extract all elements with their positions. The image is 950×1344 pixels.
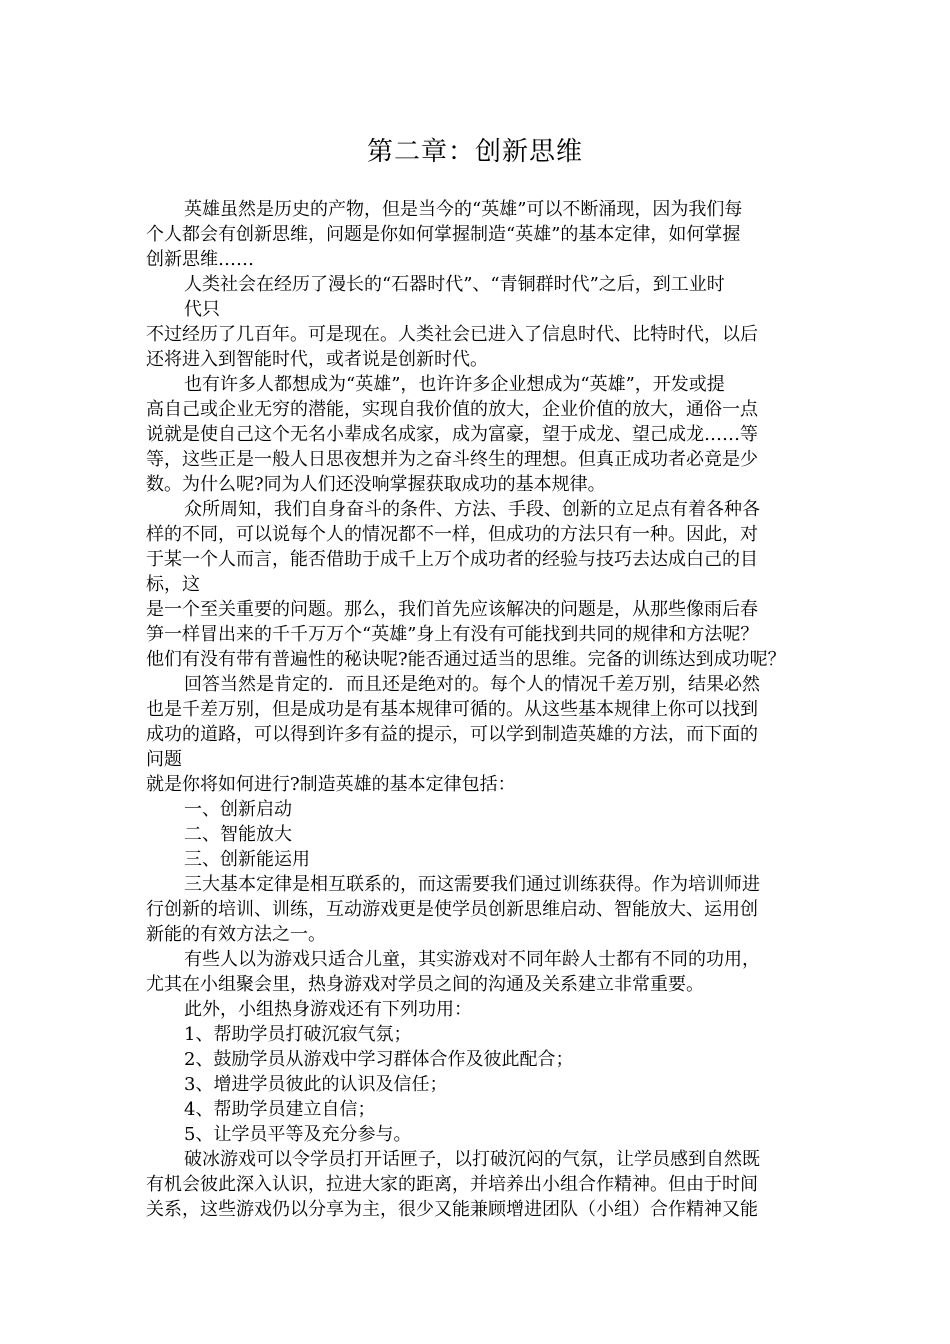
text-line: 尤其在小组聚会里，热身游戏对学员之间的沟通及关系建立非常重要。 bbox=[146, 974, 704, 995]
page-title: 第二章：创新思维 bbox=[366, 137, 583, 167]
text-line: 5、让学员平等及充分参与。 bbox=[184, 1124, 412, 1145]
text-line: 笋一样冒出来的千千万万个“英雄”身上有没有可能找到共同的规律和方法呢？ bbox=[146, 624, 759, 645]
text-line: 三大基本定律是相互联系的，而这需要我们通过训练获得。作为培训师进 bbox=[184, 874, 760, 895]
text-line: 也有许多人都想成为“英雄”，也许许多企业想成为“英雄”，开发或提 bbox=[184, 374, 725, 395]
text-line: 就是你将如何进行?制造英雄的基本定律包括： bbox=[146, 774, 516, 795]
text-line: 还将进入到智能时代，或者说是创新时代。 bbox=[146, 349, 488, 370]
text-line: 破冰游戏可以令学员打开话匣子，以打破沉闷的气氛，让学员感到自然既 bbox=[184, 1149, 760, 1170]
text-line: 回答当然是肯定的．而且还是绝对的。每个人的情况千差万别，结果必然 bbox=[184, 674, 760, 695]
text-line: 个人都会有创新思维，问题是你如何掌握制造“英雄”的基本定律，如何掌握 bbox=[146, 224, 741, 245]
text-line: 此外，小组热身游戏还有下列功用： bbox=[184, 999, 472, 1020]
text-line: 英雄虽然是历史的产物，但是当今的“英雄”可以不断涌现，因为我们每 bbox=[184, 199, 743, 220]
text-line: 二、智能放大 bbox=[184, 824, 292, 845]
text-line: 于某一个人而言，能否借助于成千上万个成功者的经验与技巧去达成白己的目 bbox=[146, 549, 758, 570]
text-line: 3、增进学员彼此的认识及信任； bbox=[184, 1074, 448, 1095]
text-line: 是一个至关重要的问题。那么，我们首先应该解决的问题是，从那些像雨后春 bbox=[146, 599, 758, 620]
text-line: 等，这些正是一般人日思夜想并为之奋斗终生的理想。但真正成功者必竟是少 bbox=[146, 449, 758, 470]
text-line: 关系，这些游戏仍以分享为主，很少又能兼顾增进团队（小组）合作精神又能 bbox=[146, 1199, 758, 1220]
text-line: 问题 bbox=[146, 749, 182, 770]
text-line: 不过经历了几百年。可是现在。人类社会已进入了信息时代、比特时代，以后 bbox=[146, 324, 758, 345]
text-line: 他们有没有带有普遍性的秘诀呢?能否通过适当的思维。完备的训练达到成功呢？ bbox=[146, 649, 786, 670]
text-line: 高自己或企业无穷的潜能，实现自我价值的放大，企业价值的放大，通俗一点 bbox=[146, 399, 758, 420]
text-line: 一、创新启动 bbox=[184, 799, 292, 820]
text-line: 成功的道路，可以得到许多有益的提示，可以学到制造英雄的方法，而下面的 bbox=[146, 724, 758, 745]
text-line: 三、创新能运用 bbox=[184, 849, 310, 870]
text-line: 数。为什么呢?同为人们还没响掌握获取成功的基本规律。 bbox=[146, 474, 606, 495]
text-line: 创新思维…… bbox=[146, 249, 254, 270]
text-line: 4、帮助学员建立自信； bbox=[184, 1099, 376, 1120]
text-line: 说就是使自己这个无名小辈成名成家，成为富豪，望于成龙、望己成龙……等 bbox=[146, 424, 758, 445]
text-line: 代只 bbox=[184, 299, 220, 320]
text-line: 新能的有效方法之一。 bbox=[146, 924, 326, 945]
text-line: 众所周知，我们自身奋斗的条件、方法、手段、创新的立足点有着各种各 bbox=[184, 499, 760, 520]
text-line: 1、帮助学员打破沉寂气氛； bbox=[184, 1024, 412, 1045]
text-line: 标，这 bbox=[146, 574, 200, 595]
text-line: 有些人以为游戏只适合儿童，其实游戏对不同年龄人士都有不同的功用， bbox=[184, 949, 760, 970]
text-line: 有机会彼此深入认识，拉进大家的距离，并培养出小组合作精神。但由于时间 bbox=[146, 1174, 758, 1195]
body-text bbox=[146, 197, 818, 1222]
text-line: 行创新的培训、训练，互动游戏更是使学员创新思维启动、智能放大、运用创 bbox=[146, 899, 758, 920]
text-line: 样的不同，可以说每个人的情况都不一样，但成功的方法只有一种。因此，对 bbox=[146, 524, 758, 545]
text-line: 也是千差万别，但是成功是有基本规律可循的。从这些基本规律上你可以找到 bbox=[146, 699, 758, 720]
text-line: 2、鼓励学员从游戏中学习群体合作及彼此配合； bbox=[184, 1049, 574, 1070]
text-line: 人类社会在经历了漫长的“石器时代”、“青铜群时代”之后，到工业时 bbox=[184, 274, 725, 295]
